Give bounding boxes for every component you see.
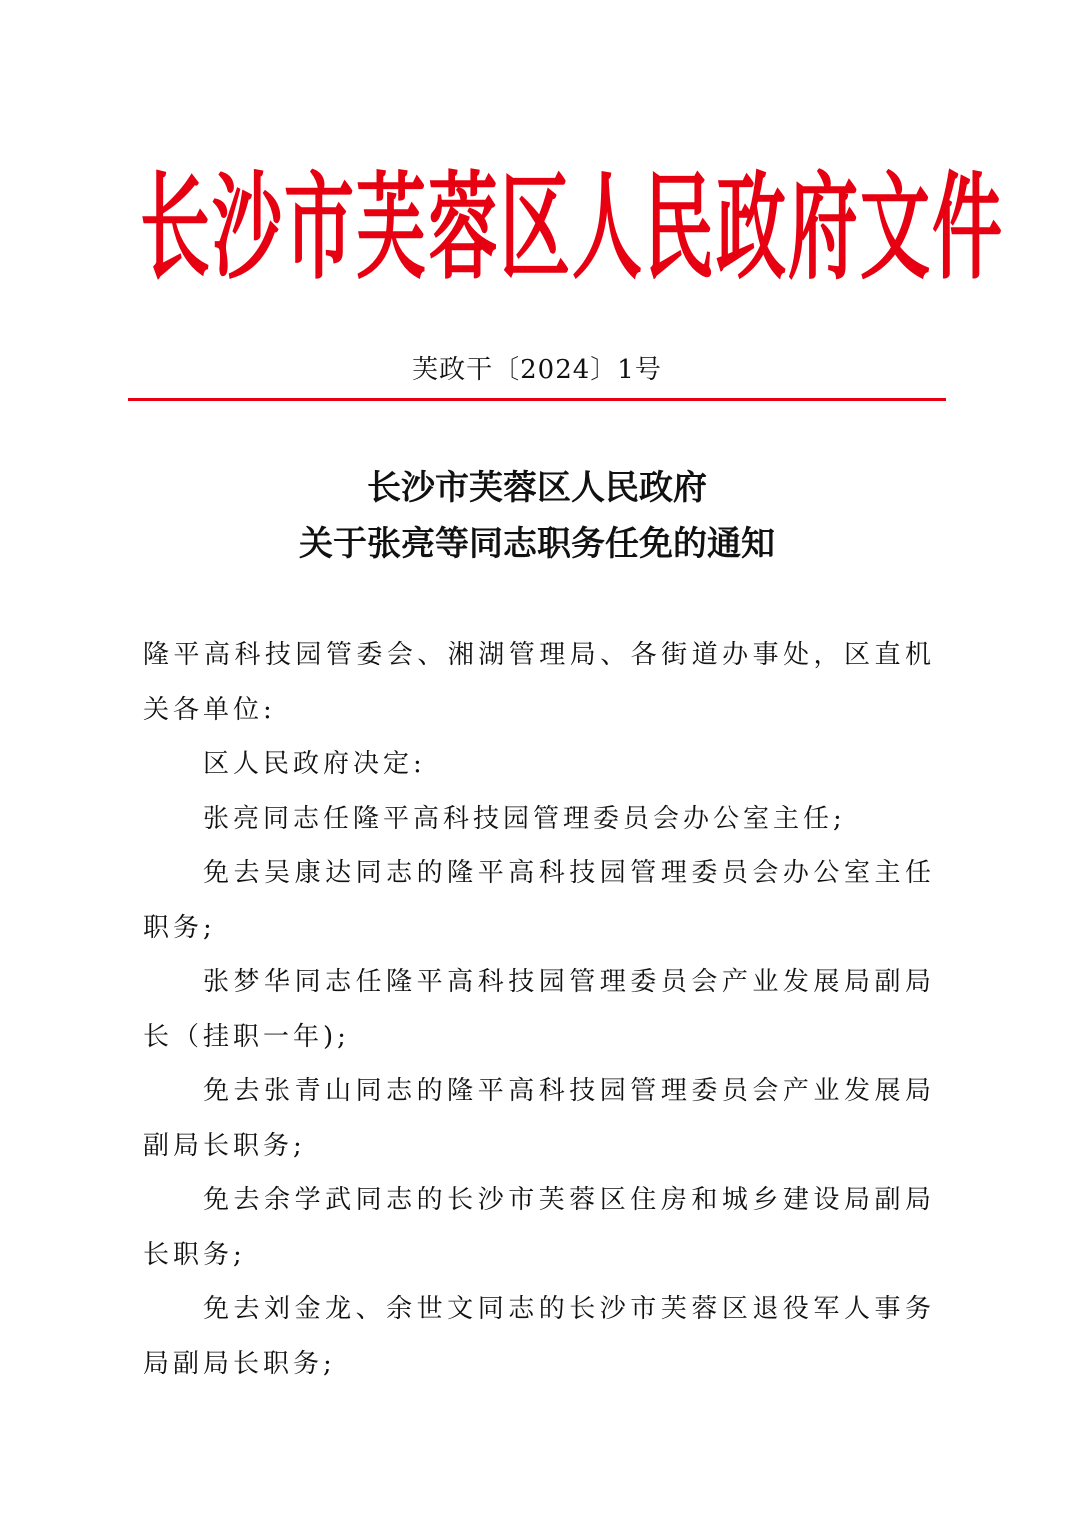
document-number: 芙政干〔2024〕1号 bbox=[412, 355, 662, 385]
notice-title bbox=[0, 460, 1074, 572]
paragraph-removal: 免去余学武同志的长沙市芙蓉区住房和城乡建设局副局长职务; bbox=[143, 1185, 935, 1270]
notice-title-line-1: 长沙市芙蓉区人民政府 bbox=[367, 468, 707, 508]
paragraph-appointment: 张亮同志任隆平高科技园管理委员会办公室主任; bbox=[203, 803, 846, 834]
notice-body bbox=[143, 628, 935, 1391]
notice-title-line-2: 关于张亮等同志职务任免的通知 bbox=[299, 524, 775, 564]
paragraph-appointment: 张梦华同志任隆平高科技园管理委员会产业发展局副局长（挂职一年); bbox=[143, 967, 935, 1052]
masthead-text: 长沙市芙蓉区人民政府文件 bbox=[140, 158, 1004, 296]
paragraph-removal: 免去刘金龙、余世文同志的长沙市芙蓉区退役军人事务局副局长职务; bbox=[143, 1294, 935, 1379]
masthead-title bbox=[140, 158, 1004, 298]
addressee: 隆平高科技园管委会、湘湖管理局、各街道办事处，区直机关各单位: bbox=[143, 640, 935, 725]
paragraph-removal: 免去吴康达同志的隆平高科技园管理委员会办公室主任职务; bbox=[143, 858, 935, 943]
red-divider bbox=[128, 398, 946, 401]
paragraph-decision: 区人民政府决定: bbox=[203, 749, 426, 779]
paragraph-removal: 免去张青山同志的隆平高科技园管理委员会产业发展局副局长职务; bbox=[143, 1076, 935, 1161]
